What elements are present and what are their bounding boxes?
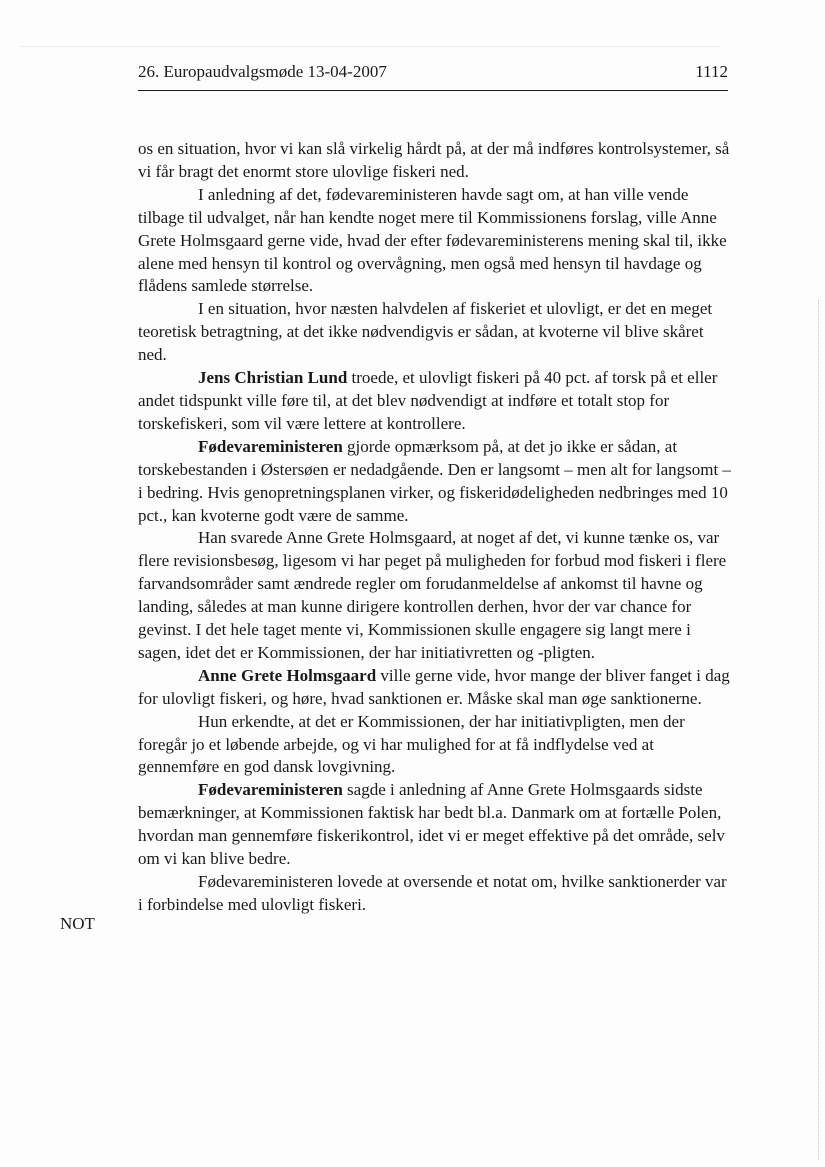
- paragraph-text: ville gerne vide, hvor mange der bliver fanget i dag for ulovligt fiskeri, og høre, hvad sanktionen er. Måske skal man øge sanktionerne.: [138, 665, 730, 708]
- scan-artifact-top: [20, 46, 720, 48]
- body-text: [138, 138, 732, 917]
- paragraph-text: I en situation, hvor næsten halvdelen af fiskeriet et ulovligt, er det en meget teoretisk betragtning, at det ikke nødvendigvis er sådan, at kvoterne vil blive skåret ned.: [138, 299, 713, 365]
- paragraph-text: gjorde opmærksom på, at det jo ikke er sådan, at torskebestanden i Østersøen er nedadgående. Den er langsomt – men alt for langsomt – i bedring. Hvis genopretningsplanen virker, og fiskeridødeligheden nedbringes med 10 pct., kan kvoterne godt være de samme.: [138, 436, 731, 525]
- paragraph-text: I anledning af det, fødevareministeren havde sagt om, at han ville vende tilbage til udvalget, når han kendte noget mere til Kommissionens forslag, ville Anne Grete Holmsgaard gerne vide, hvad der efter fødevareministerens mening skal til, ikke alene med hensyn til kontrol og overvågning, men også med hensyn til havdage og flådens samlede størrelse.: [138, 184, 727, 296]
- paragraph-text: Hun erkendte, at det er Kommissionen, der har initiativpligten, men der foregår jo et løbende arbejde, og vi har mulighed for at få indflydelse ved at gennemføre en god dansk lovgivning.: [138, 711, 685, 777]
- paragraph: [138, 779, 732, 871]
- page-header: [138, 60, 728, 88]
- header-title: 26. Europaudvalgsmøde 13-04-2007: [138, 62, 387, 81]
- speaker-name: Anne Grete Holmsgaard: [198, 665, 377, 685]
- paragraph: [138, 436, 732, 528]
- paragraph-text: os en situation, hvor vi kan slå virkelig hårdt på, at der må indføres kontrolsystemer, så vi får bragt det enormt store ulovlige fiskeri ned.: [138, 139, 730, 181]
- page-number: 1112: [695, 62, 728, 81]
- margin-note: NOT: [60, 914, 95, 933]
- paragraph: [138, 184, 732, 299]
- paragraph: [138, 527, 732, 664]
- paragraph: [138, 665, 732, 711]
- paragraph: [138, 367, 732, 436]
- paragraph: [138, 711, 732, 780]
- paragraph-text: troede, et ulovligt fiskeri på 40 pct. af torsk på et eller andet tidspunkt ville føre til, at det blev nødvendigt at indføre et totalt stop for torskefiskeri, som vil være lettere at kontrollere.: [138, 368, 718, 433]
- speaker-name: Fødevareministeren: [198, 780, 343, 800]
- paragraph: [138, 138, 732, 184]
- paragraph-text: Fødevareministeren lovede at oversende et notat om, hvilke sanktionerder var i forbindelse med ulovligt fiskeri.: [138, 872, 727, 914]
- scan-artifact-edge: [817, 300, 819, 1160]
- header-divider: [138, 90, 728, 91]
- paragraph-text: Han svarede Anne Grete Holmsgaard, at noget af det, vi kunne tænke os, var flere revisionsbesøg, ligesom vi har peget på muligheden for forbud mod fiskeri i flere farvandsområder samt ændrede regler om forudanmeldelse af ankomst til havne og landing, således at man kunne dirigere kontrollen derhen, hvor der var chance for gevinst. I det hele taget mente vi, Kommissionen skulle engagere sig langt mere i sagen, idet det er Kommissionen, der har initiativretten og -pligten.: [138, 528, 727, 662]
- speaker-name: Fødevareministeren: [198, 436, 343, 456]
- paragraph-text: sagde i anledning af Anne Grete Holmsgaards sidste bemærkninger, at Kommissionen faktisk har bedt bl.a. Danmark om at fortælle Polen, hvordan man gennemføre fiskerikontrol, idet vi er meget effektive på det område, selv om vi kan blive bedre.: [138, 780, 725, 869]
- paragraph: [138, 871, 732, 917]
- speaker-name: Jens Christian Lund: [198, 368, 348, 388]
- paragraph: [138, 298, 732, 367]
